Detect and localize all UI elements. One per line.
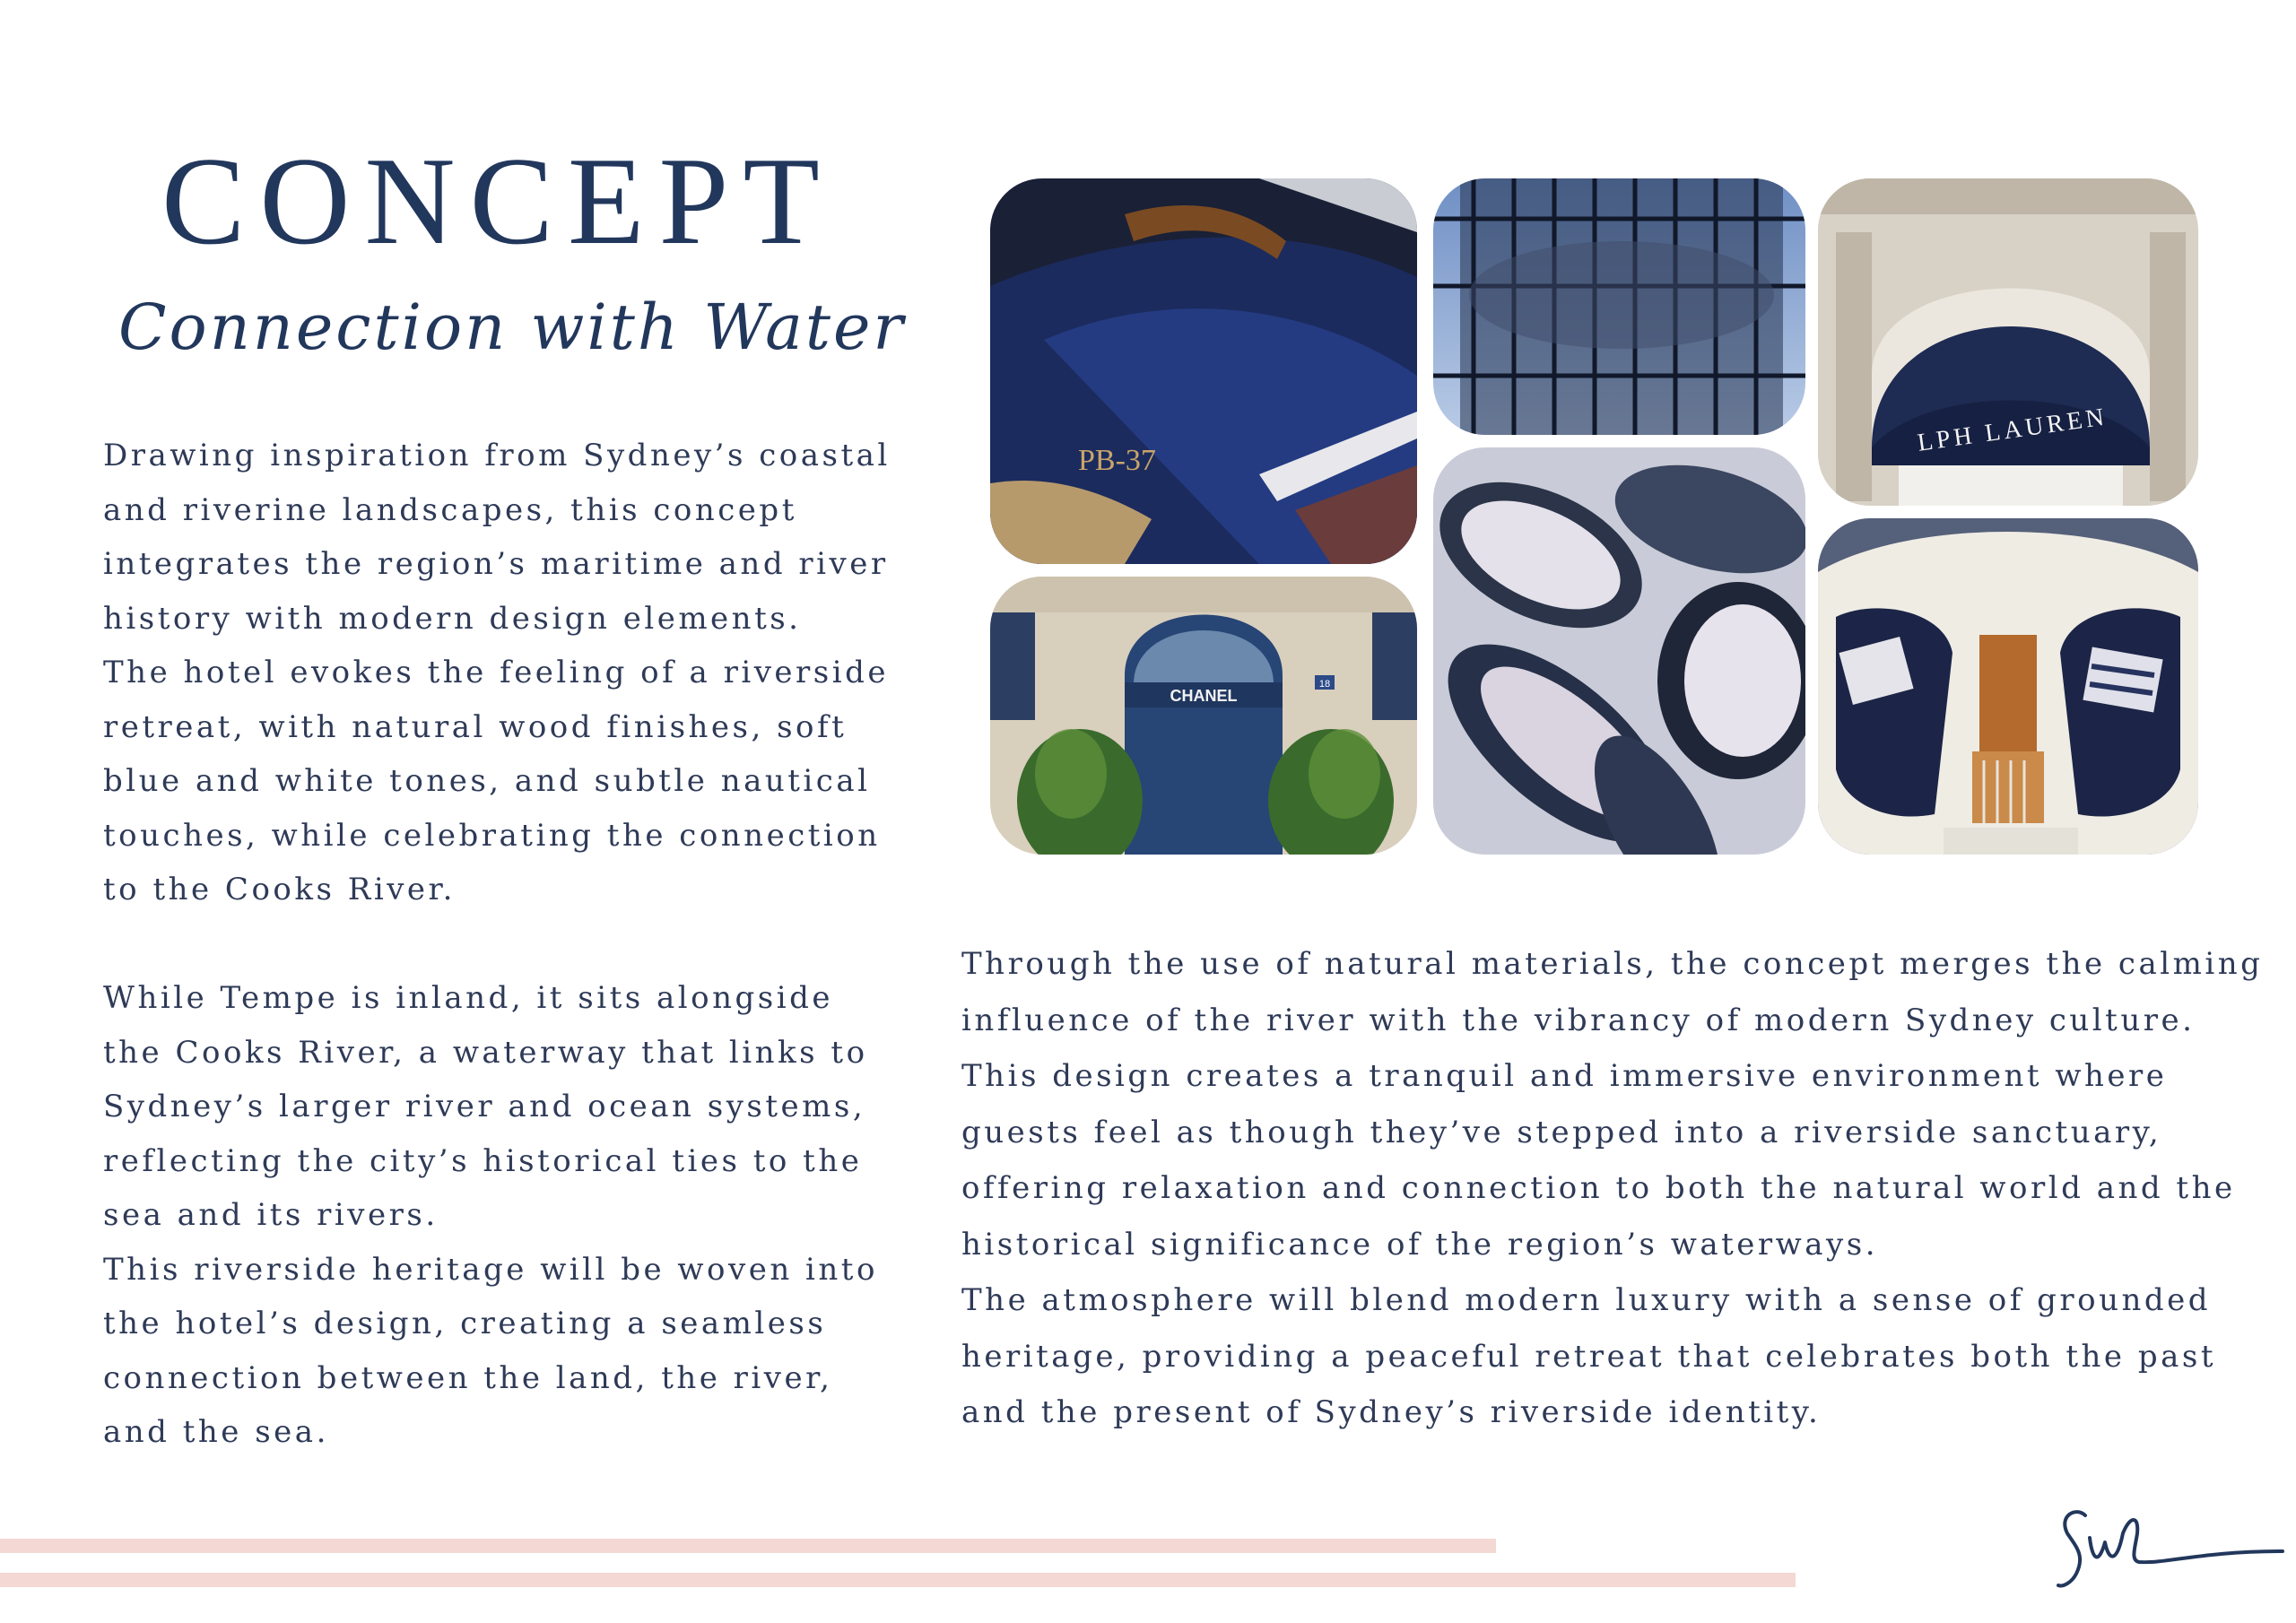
right-paragraph (961, 936, 2263, 1441)
text-line: reflecting the city’s historical ties to the (103, 1142, 863, 1179)
text-line: Through the use of natural materials, the concept merges the calming (961, 946, 2264, 982)
text-line: blue and white tones, and subtle nautical (103, 763, 871, 799)
text-line: the Cooks River, a waterway that links to (103, 1034, 868, 1071)
awning-text: LPH LAUREN (1916, 403, 2109, 457)
decorative-stripe (0, 1539, 1496, 1553)
text-line: the hotel’s design, creating a seamless (103, 1306, 827, 1341)
signature-mark (2049, 1497, 2296, 1596)
boat-hull-photo (990, 178, 1417, 564)
page-title: CONCEPT (161, 132, 834, 271)
text-line: While Tempe is inland, it sits alongside (103, 980, 834, 1016)
text-line: history with modern design elements. (103, 600, 802, 637)
boat-interior-photo (1818, 518, 2198, 855)
storefront-sign-text: CHANEL (1170, 687, 1238, 705)
decorative-stripe (0, 1573, 1796, 1587)
glass-facade-photo (1433, 178, 1805, 435)
text-line (103, 917, 891, 972)
text-line: to the Cooks River. (103, 872, 456, 907)
text-line: and the sea. (103, 1414, 329, 1450)
door-number-text: 18 (1318, 679, 1331, 690)
text-line: sea and its rivers. (103, 1197, 439, 1233)
text-line: touches, while celebrating the connection (103, 817, 881, 854)
text-line: The atmosphere will blend modern luxury with a sense of grounded (961, 1282, 2212, 1318)
page-subtitle: Connection with Water (118, 291, 906, 364)
text-line: guests feel as though they’ve stepped into a riverside sanctuary, (961, 1114, 2162, 1150)
text-line: and the present of Sydney’s riverside identity. (961, 1394, 1822, 1430)
text-line: This riverside heritage will be woven into (103, 1251, 878, 1288)
awning-photo (1818, 178, 2198, 506)
storefront-photo (990, 577, 1417, 855)
text-line: connection between the land, the river, (103, 1359, 833, 1396)
left-paragraph (103, 429, 891, 1460)
text-line: retreat, with natural wood finishes, soft (103, 708, 848, 745)
text-line: integrates the region’s maritime and river (103, 546, 889, 582)
text-line: Drawing inspiration from Sydney’s coastal (103, 438, 891, 473)
hull-number-text: PB-37 (1078, 444, 1156, 477)
text-line: and riverine landscapes, this concept (103, 491, 797, 528)
mussels-photo (1433, 447, 1805, 855)
text-line: influence of the river with the vibrancy of modern Sydney culture. (961, 1002, 2196, 1038)
text-line: heritage, providing a peaceful retreat that celebrates both the past (961, 1338, 2216, 1375)
text-line: offering relaxation and connection to both the natural world and the (961, 1170, 2236, 1206)
text-line: historical significance of the region’s waterways. (961, 1226, 1879, 1263)
text-line: This design creates a tranquil and immersive environment where (961, 1058, 2168, 1094)
text-line: Sydney’s larger river and ocean systems, (103, 1089, 866, 1124)
text-line: The hotel evokes the feeling of a riverside (103, 655, 890, 690)
